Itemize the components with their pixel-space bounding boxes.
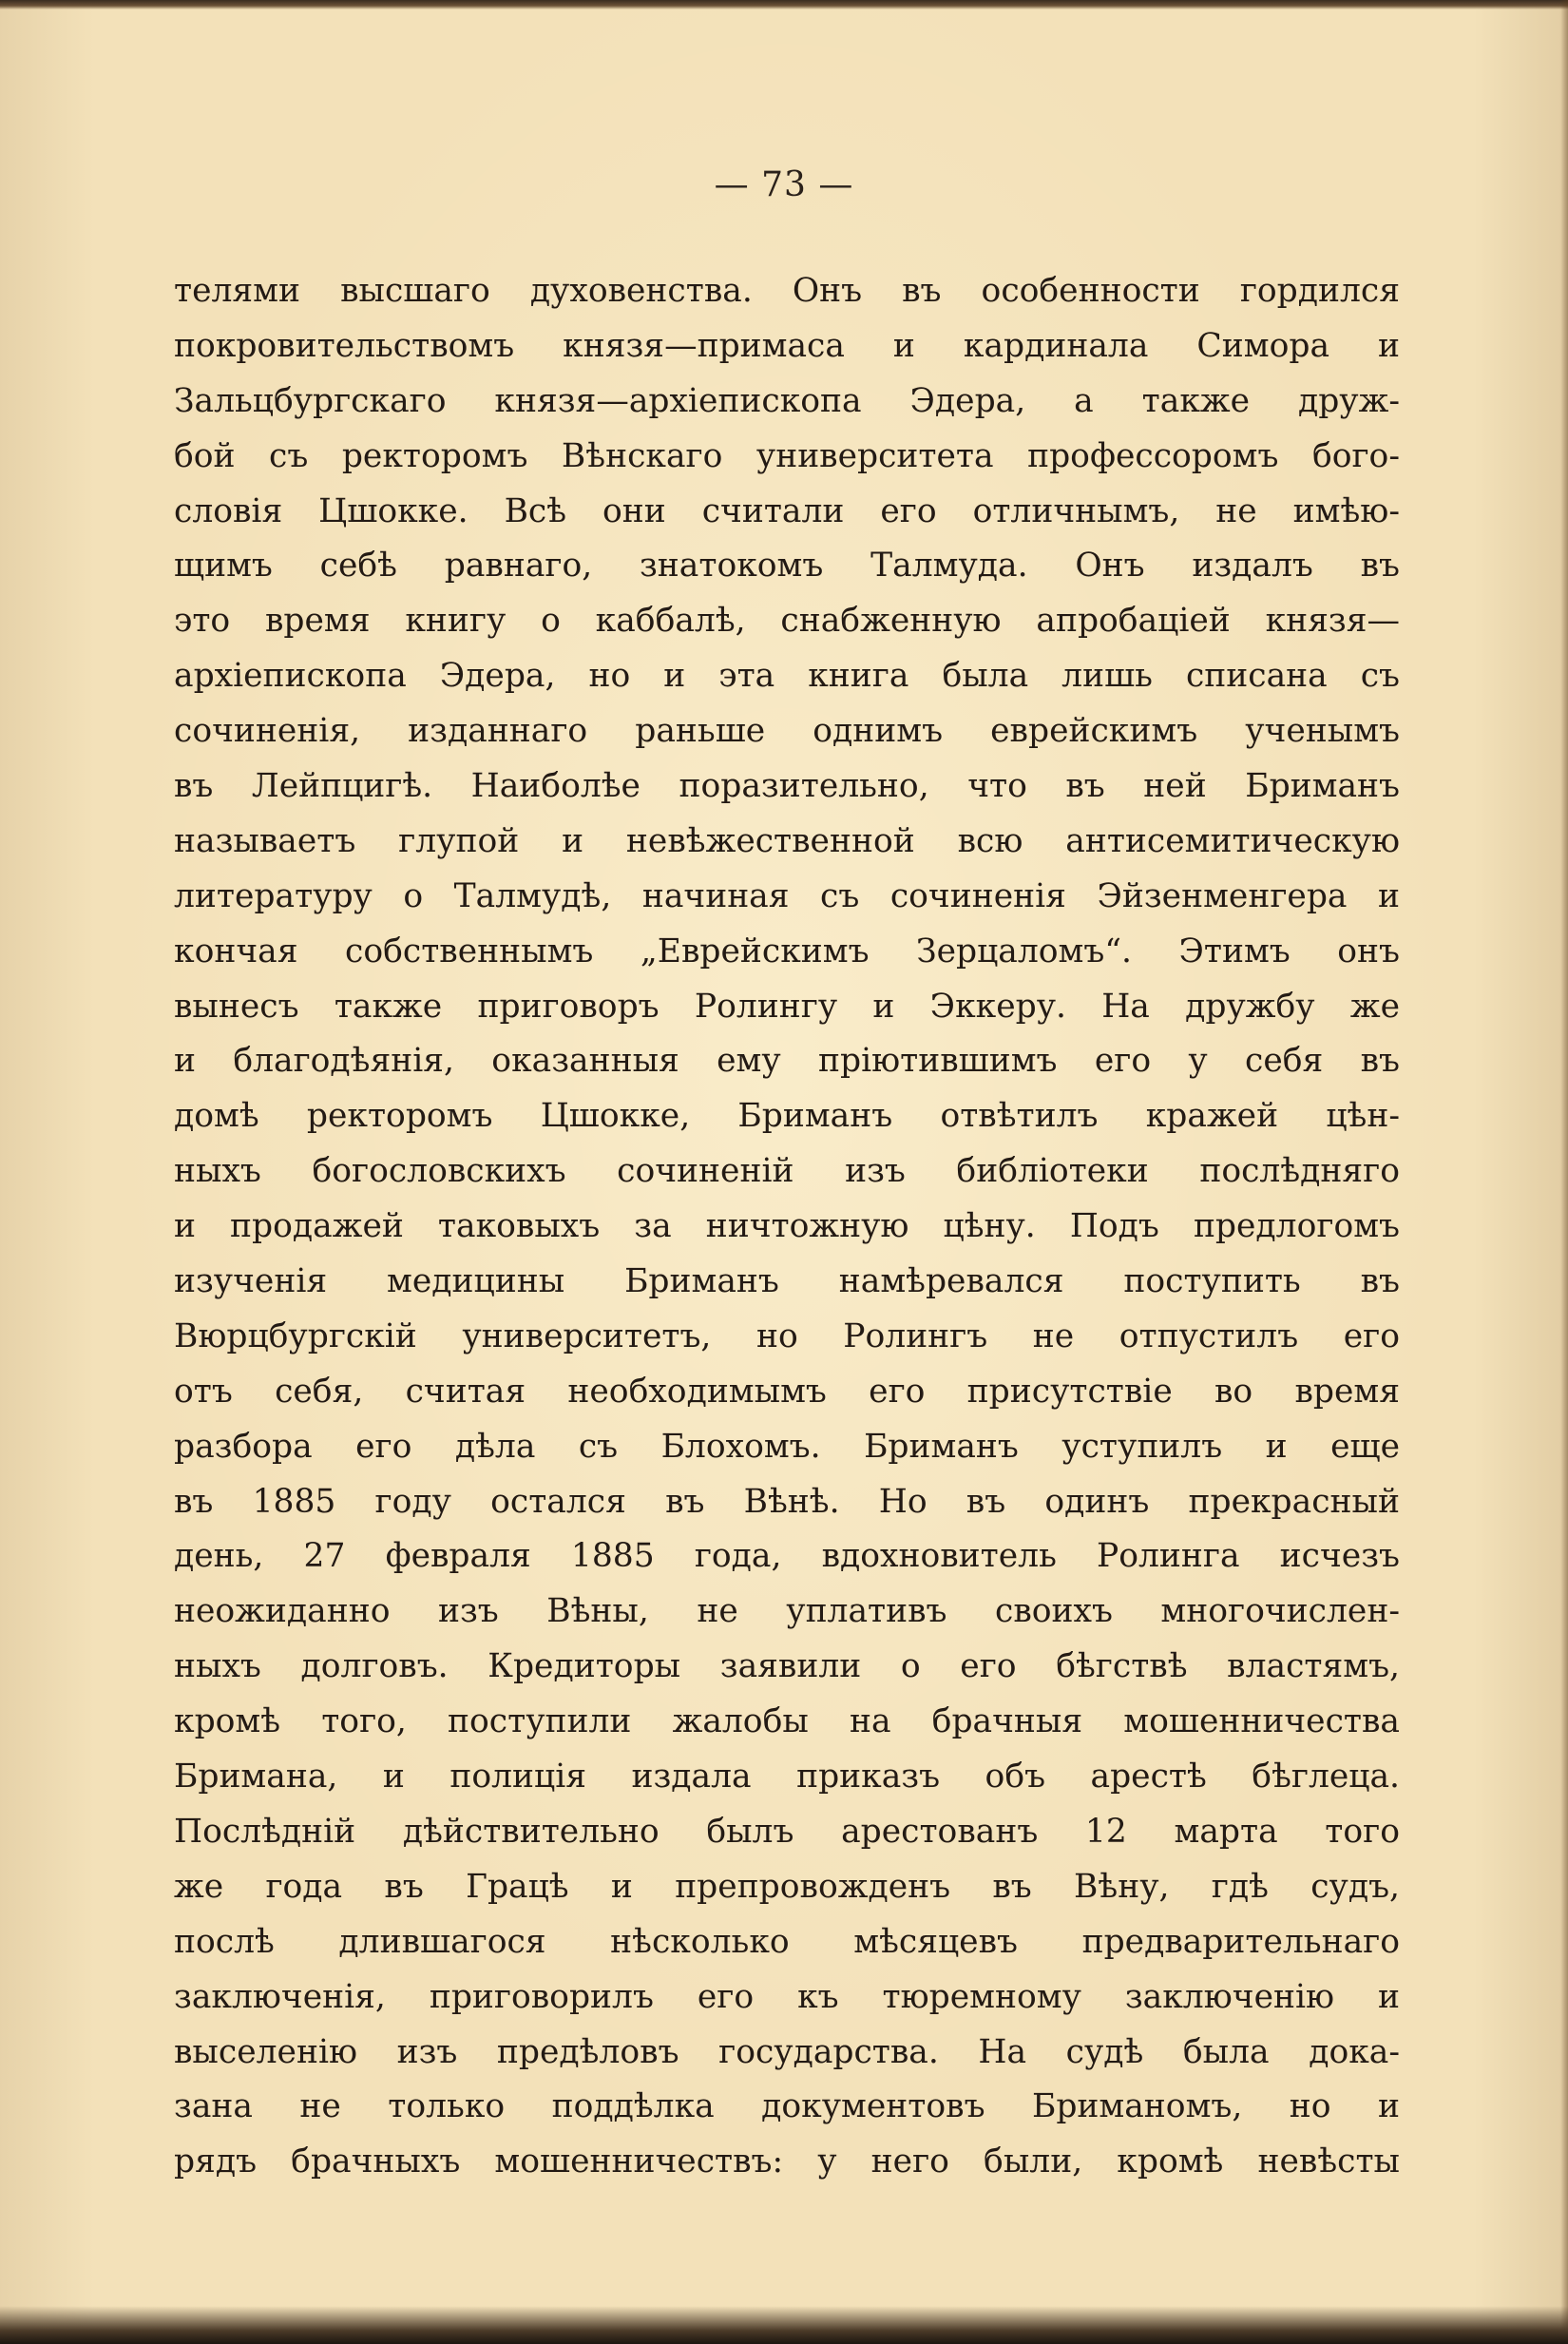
text-line: кромѣ того, поступили жалобы на брачныя мошенничества [174, 1702, 1400, 1741]
text-line: неожиданно изъ Вѣны, не уплативъ своихъ многочислен- [174, 1592, 1400, 1631]
text-line: заключенія, приговорилъ его къ тюремному заключенію и [174, 1977, 1400, 2016]
text-line: щимъ себѣ равнаго, знатокомъ Талмуда. Онъ издалъ въ [174, 547, 1400, 586]
text-line: бой съ ректоромъ Вѣнскаго университета профессоромъ бого- [174, 436, 1400, 475]
page-bottom-edge [0, 2306, 1568, 2344]
text-line: ныхъ долговъ. Кредиторы заявили о его бѣгствѣ властямъ, [174, 1647, 1400, 1686]
text-line: Послѣдній дѣйствительно былъ арестованъ 12 марта того [174, 1812, 1400, 1851]
text-line: въ Лейпцигѣ. Наиболѣе поразительно, что въ ней Бриманъ [174, 767, 1400, 806]
text-line: послѣ длившагося нѣсколько мѣсяцевъ предварительнаго [174, 1922, 1400, 1961]
text-line: и продажей таковыхъ за ничтожную цѣну. Подъ предлогомъ [174, 1207, 1400, 1246]
text-line: изученія медицины Бриманъ намѣревался поступить въ [174, 1262, 1400, 1301]
page-number: — 73 — [714, 165, 854, 204]
text-line: же года въ Грацѣ и препровожденъ въ Вѣну, гдѣ судъ, [174, 1867, 1400, 1906]
text-line: Бримана, и полиція издала приказъ объ арестѣ бѣглеца. [174, 1758, 1400, 1796]
text-line: день, 27 февраля 1885 года, вдохновитель Ролинга исчезъ [174, 1537, 1400, 1576]
text-line: зана не только поддѣлка документовъ Бриманомъ, но и [174, 2087, 1400, 2126]
text-line: литературу о Талмудѣ, начиная съ сочиненія Эйзенменгера и [174, 876, 1400, 915]
text-line: телями высшаго духовенства. Онъ въ особенности гордился [174, 272, 1400, 310]
text-line: называетъ глупой и невѣжественной всю антисемитическую [174, 821, 1400, 860]
page-right-edge [1560, 0, 1568, 2344]
text-line: это время книгу о каббалѣ, снабженную апробаціей князя— [174, 602, 1400, 641]
text-line: кончая собственнымъ „Еврейскимъ Зерцаломъ“. Этимъ онъ [174, 932, 1400, 970]
text-line: отъ себя, считая необходимымъ его присутствіе во время [174, 1372, 1400, 1411]
text-line: словія Цшокке. Всѣ они считали его отличнымъ, не имѣю- [174, 491, 1400, 530]
text-line: рядъ брачныхъ мошенничествъ: у него были, кромѣ невѣсты [174, 2142, 1400, 2181]
text-line: Вюрцбургскій университетъ, но Ролингъ не отпустилъ его [174, 1316, 1400, 1355]
text-line: ныхъ богословскихъ сочиненій изъ библіотеки послѣдняго [174, 1152, 1400, 1191]
text-line: вынесъ также приговоръ Ролингу и Эккеру. На дружбу же [174, 987, 1400, 1026]
text-line: и благодѣянія, оказанныя ему пріютившимъ его у себя въ [174, 1042, 1400, 1081]
text-line: Зальцбургскаго князя—архіепископа Эдера, а также друж- [174, 381, 1400, 420]
text-line: разбора его дѣла съ Блохомъ. Бриманъ уступилъ и еще [174, 1427, 1400, 1466]
text-line: въ 1885 году остался въ Вѣнѣ. Но въ одинъ прекрасный [174, 1482, 1400, 1521]
text-line: сочиненія, изданнаго раньше однимъ еврейскимъ ученымъ [174, 712, 1400, 751]
page-top-edge [0, 0, 1568, 10]
text-line: покровительствомъ князя—примаса и кардинала Симора и [174, 326, 1400, 365]
body-text [174, 264, 1400, 2190]
text-line: выселенію изъ предѣловъ государства. На судѣ была дока- [174, 2032, 1400, 2071]
text-line: архіепископа Эдера, но и эта книга была лишь списана съ [174, 657, 1400, 696]
text-line: домѣ ректоромъ Цшокке, Бриманъ отвѣтилъ кражей цѣн- [174, 1097, 1400, 1136]
